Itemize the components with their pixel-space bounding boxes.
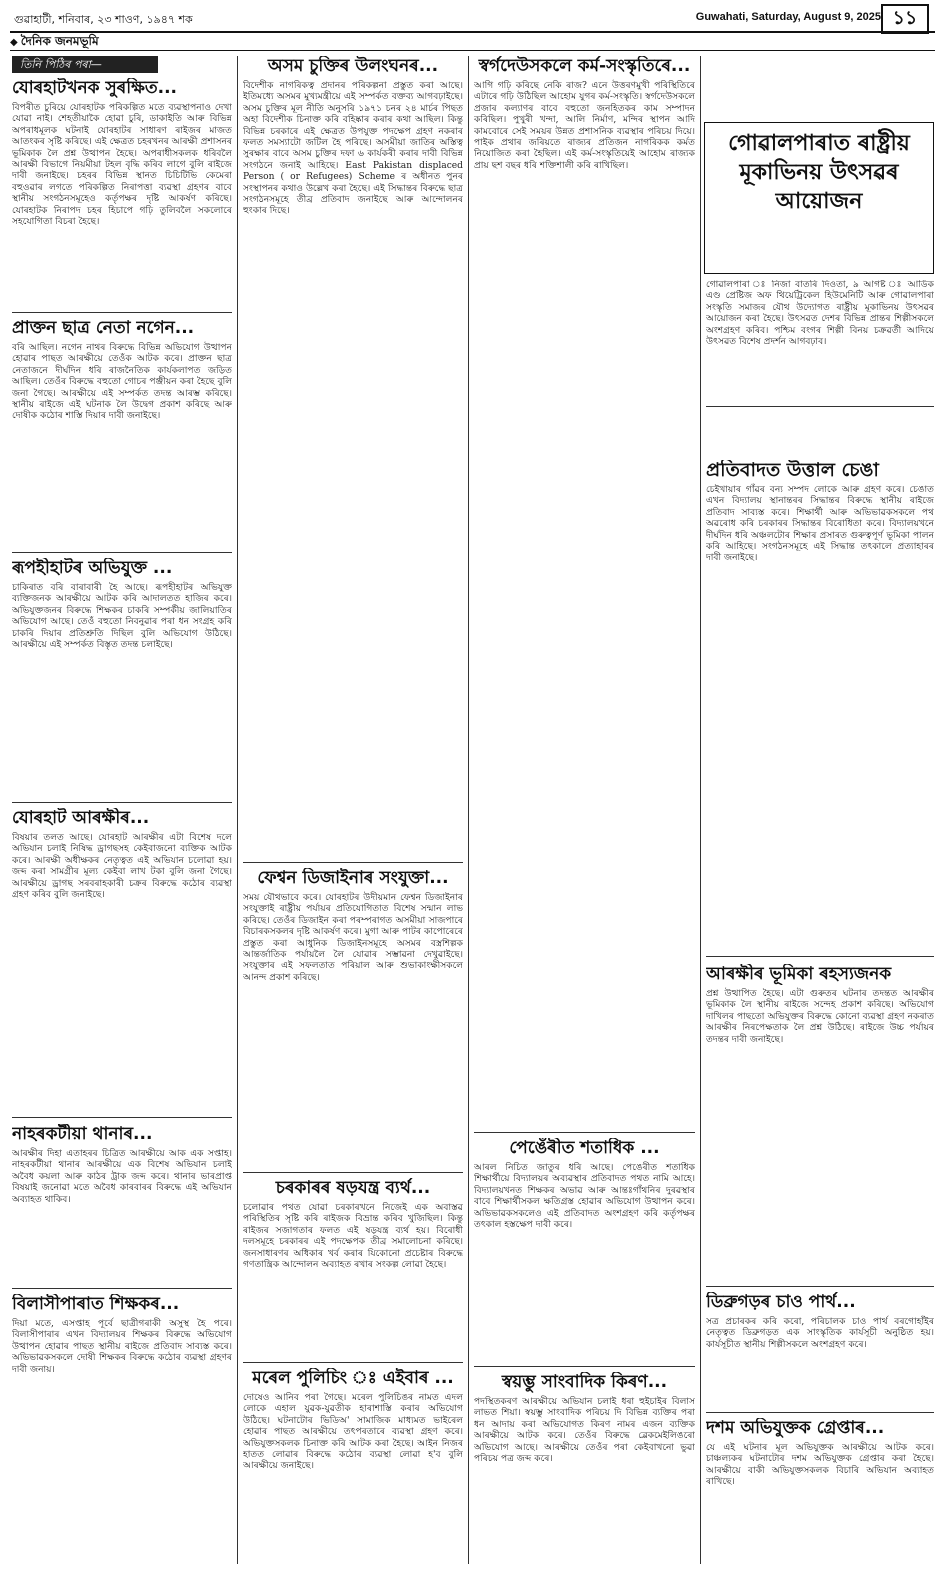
article-body: বিপৰীত চুৰিয়ে যোৰহাটক পৰিকল্পিত মতে ব্যৱস্থাপনাও দেখা যোৱা নাই। শেহতীয়াকৈ হোৱা চুৰি, ডাকাইতি আৰু বিভিন্ন অপৰাধমূলক ঘটনাই যোৰহাটৰ সাধাৰণ ৰাইজৰ মাজত আতংকৰ সৃষ্টি কৰিছে। এই ক্ষেত্ৰত চহৰখনৰ আৰক্ষী প্ৰশাসনৰ ভূমিকাক লৈ প্ৰশ্ন উত্থাপন হৈছে। অপৰাধীসকলক ধৰিবলৈ আৰক্ষী বিভাগে নিয়মীয়া টহল বৃদ্ধি কৰিব লাগে বুলি ৰাইজে দাবী জনাইছে। চহৰৰ বিভিন্ন স্থানত চিচিটিভি কেমেৰা বহুওৱাৰ লগতে পৰিকল্পিত নিৰাপত্তা ব্যৱস্থা গ্ৰহণৰ বাবে স্থানীয় সংগঠনসমূহেও কৰ্তৃপক্ষৰ দৃষ্টি আকৰ্ষণ কৰিছে। যোৰহাটক নিৰাপদ চহৰ হিচাপে গঢ়ি তুলিবলৈ সকলোৰে সহযোগিতা বিচৰা হৈছে।	[12, 103, 232, 228]
headline: যোৰহাটখনক সুৰক্ষিত...	[12, 78, 178, 98]
headline: অসম চুক্তিৰ উলংঘনৰ...	[267, 56, 439, 76]
headline: স্বৰ্গদেউসকলে কৰ্ম-সংস্কৃতিৰে...	[478, 56, 691, 76]
article-body: পদস্থিতকৰণ আৰক্ষীয়ে অভিযান চলাই ধৰা হুইচাইৰ বিলাস লাভত শিয়া। স্বয়ম্ভু সাংবাদিক পৰিচয় দি বিভিন্ন ব্যক্তিৰ পৰা ধন আদায় কৰা অভিযোগত কিৰণ নামৰ এজন ব্যক্তিক আৰক্ষীয়ে আটক কৰে। তেওঁৰ বিৰুদ্ধে ব্লেকমেইলিঙৰো অভিযোগ আছে। আৰক্ষীয়ে তেওঁৰ পৰা কেইবাখনো ভুৱা পৰিচয় পত্ৰ জব্দ কৰে।	[474, 1397, 695, 1465]
right-column	[706, 280, 934, 1564]
article	[706, 1418, 934, 1564]
article-body: সময় যৌথভাবে কৰে। যোৰহাটৰ উদীয়মান ফেশ্বন ডিজাইনাৰ সংযুক্তাই ৰাষ্ট্ৰীয় পৰ্যায়ৰ প্ৰতিযোগিতাত বিশেষ সন্মান লাভ কৰিছে। তেওঁৰ ডিজাইন কৰা পৰম্পৰাগত অসমীয়া সাজপাৰে বিচাৰকসকলৰ দৃষ্টি আকৰ্ষণ কৰে। মুগা আৰু পাটৰ কাপোৰেৰে প্ৰস্তুত কৰা আধুনিক ডিজাইনসমূহে অসমৰ বস্ত্ৰশিল্পক আন্তৰ্জাতিক পৰ্যায়লৈ লৈ যোৱাৰ সম্ভাৱনা দেখুৱাইছে। সংযুক্তাৰ এই সফলতাত পৰিয়াল আৰু শুভাকাংক্ষীসকলে আনন্দ প্ৰকাশ কৰিছে।	[243, 893, 463, 983]
divider	[706, 956, 934, 957]
article	[12, 558, 232, 798]
divider	[706, 1286, 934, 1287]
article-body: সত্ৰ প্ৰচাৰকৰ কৰি কৰো, পৰিচালক চাও পাৰ্থ বৰগোহাঁইৰ নেতৃত্বত ডিব্ৰুগড়ত এক সাংস্কৃতিক কাৰ্যসূচী অনুষ্ঠিত হয়। কাৰ্যসূচীত স্থানীয় শিল্পীসকলে অংশগ্ৰহণ কৰে।	[706, 1317, 934, 1350]
article	[12, 1124, 232, 1284]
article-body: বিষয়াৰ তলত আছে। যোৰহাট আৰক্ষীৰ এটা বিশেষ দলে অভিযান চলাই নিষিদ্ধ ড্ৰাগছসহ কেইবাজনো ব্যক্তিক আটক কৰে। আৰক্ষী অধীক্ষকৰ নেতৃত্বত এই অভিযান চলোৱা হয়। জব্দ কৰা সামগ্ৰীৰ মূল্য কেইবা লাখ টকা বুলি জনা গৈছে। আৰক্ষীয়ে ড্ৰাগছ সৰবৰাহকাৰী চক্ৰৰ বিৰুদ্ধে কঠোৰ ব্যৱস্থা গ্ৰহণ কৰিব বুলি জনাইছে।	[12, 833, 232, 901]
article	[706, 460, 934, 950]
headline: প্ৰাক্তন ছাত্ৰ নেতা নগেন...	[12, 318, 195, 338]
middle-left-column	[243, 56, 463, 1564]
article	[243, 868, 463, 1168]
dateline-english: Guwahati, Saturday, August 9, 2025	[695, 11, 881, 23]
headline: দশম অভিযুক্তক গ্ৰেপ্তাৰ...	[706, 1418, 885, 1438]
header-rule	[10, 31, 935, 33]
headline: আৰক্ষীৰ ভূমিকা ৰহস্যজনক	[706, 964, 892, 984]
divider	[12, 552, 232, 553]
headline: পেঙেঁৰীত শতাধিক ...	[509, 1138, 660, 1158]
article	[12, 78, 232, 308]
divider	[706, 1412, 934, 1413]
left-column	[12, 56, 232, 1564]
band-rule	[10, 50, 935, 51]
diamond-icon: ◆	[10, 37, 18, 48]
divider	[243, 1172, 463, 1173]
column-rule	[468, 56, 469, 1564]
article-body: প্ৰশ্ন উত্থাপিত হৈছে। এটা গুৰুতৰ ঘটনাৰ তদন্তত আৰক্ষীৰ ভূমিকাক লৈ স্থানীয় ৰাইজে সন্দেহ প্ৰকাশ কৰিছে। অভিযোগ দাখিলৰ পাছতো অভিযুক্তৰ বিৰুদ্ধে কোনো ব্যৱস্থা গ্ৰহণ নকৰাত আৰক্ষীৰ নিৰপেক্ষতাক লৈ প্ৰশ্ন উঠিছে। ৰাইজে উচ্চ পৰ্যায়ৰ তদন্তৰ দাবী জনাইছে।	[706, 989, 934, 1045]
divider	[12, 312, 232, 313]
article	[243, 56, 463, 856]
headline: স্বয়ম্ভু সাংবাদিক কিৰণ...	[501, 1372, 668, 1392]
article	[706, 280, 934, 400]
feature-headline-box	[704, 122, 934, 274]
article	[706, 1292, 934, 1408]
divider	[474, 1366, 695, 1367]
article-body: আৰক্ষীৰ দিহা এতাহৰৰ চিত্ৰিত আৰক্ষীয়ে আক এক সপ্তাহ। নাহৰকটীয়া থানাৰ আৰক্ষীয়ে এক বিশেষ অভিযান চলাই অবৈধ কয়লা আৰু কাঠৰ ট্ৰাক জব্দ কৰে। থানাৰ ভাৰপ্ৰাপ্ত বিষয়াই জনোৱা মতে অবৈধ কাৰবাৰৰ বিৰুদ্ধে এই অভিযান অব্যাহত থাকিব।	[12, 1149, 232, 1205]
page-number: ১১	[881, 4, 929, 34]
divider	[12, 802, 232, 803]
section-kicker: তিনি পিঠিৰ পৰা—	[12, 56, 158, 73]
article	[12, 808, 232, 1113]
headline: চৰকাৰৰ ষড়যন্ত্ৰ ব্যৰ্থ...	[275, 1178, 431, 1198]
headline: নাহৰকটীয়া থানাৰ...	[12, 1124, 153, 1144]
divider	[474, 1132, 695, 1133]
column-rule	[700, 56, 701, 1564]
headline: ৰূপহীহাটৰ অভিযুক্ত ...	[12, 558, 173, 578]
article-body: চলোৱাৰ পথত যোৱা চৰকাৰখনে নিজেই এক অবাস্তৱ পৰিস্থিতিৰ সৃষ্টি কৰি ৰাইজক বিভ্ৰান্ত কৰিব খুজিছিল। কিন্তু ৰাইজৰ সজাগতাৰ ফলত এই ষড়যন্ত্ৰ ব্যৰ্থ হয়। বিৰোধী দলসমূহে চৰকাৰৰ এই পদক্ষেপক তীব্ৰ সমালোচনা কৰিছে। জনসাধাৰণৰ অধিকাৰ খৰ্ব কৰাৰ যিকোনো প্ৰচেষ্টাৰ বিৰুদ্ধে গণতান্ত্ৰিক আন্দোলন অব্যাহত ৰখাৰ সংকল্প লোৱা হৈছে।	[243, 1203, 463, 1271]
article-body: আৰল নিচিত জাতুৰ ধৰি আছে। পেঙেৰীত শতাধিক শিক্ষাৰ্থীয়ে বিদ্যালয়ৰ অব্যৱস্থাৰ প্ৰতিবাদত পথত নামি আহে। বিদ্যালয়খনত শিক্ষকৰ অভাৱ আৰু আন্তঃগাঁথনিৰ দুৰৱস্থাৰ বাবে শিক্ষাৰ্থীসকল ক্ষতিগ্ৰস্ত হোৱাৰ অভিযোগ উত্থাপন কৰে। অভিভাৱকসকলেও এই প্ৰতিবাদত অংশগ্ৰহণ কৰি কৰ্তৃপক্ষৰ তৎকাল হস্তক্ষেপ দাবী কৰে।	[474, 1163, 695, 1231]
article-body: দিয়া মতে, এসপ্তাহ পূৰ্বে ছাত্ৰীগৰাকী অসুস্থ হৈ পৰে। বিলাসীপাৰাৰ এখন বিদ্যালয়ৰ শিক্ষকৰ বিৰুদ্ধে অভিযোগ উত্থাপন হোৱাৰ পাছত স্থানীয় ৰাইজে প্ৰতিবাদ সাব্যস্ত কৰে। অভিভাৱকসকলে দোষী শিক্ষকৰ বিৰুদ্ধে কঠোৰ ব্যৱস্থা গ্ৰহণৰ দাবী জনায়।	[12, 1319, 232, 1375]
article	[706, 964, 934, 1282]
divider	[706, 406, 934, 407]
article-body: চাকিৰাত বৰি বাৰাবাৰী হৈ আছে। ৰূপহীহাটৰ অভিযুক্ত ব্যক্তিজনক আৰক্ষীয়ে আটক কৰি আদালতত হাজিৰ কৰে। অভিযুক্তজনৰ বিৰুদ্ধে শিক্ষকৰ চাকৰি সম্পৰ্কীয় জালিয়াতিৰ অভিযোগ আছে। তেওঁ বহুতো নিবনুৱাৰ পৰা ধন সংগ্ৰহ কৰি চাকৰি দিয়াৰ প্ৰতিশ্ৰুতি দিছিল বুলি অভিযোগ উঠিছে। আৰক্ষীয়ে এই সম্পৰ্কত বিস্তৃত তদন্ত চলাইছে।	[12, 583, 232, 651]
article-body: চেইখায়াৰ গাঁৱৰ বন্য সম্পদ লোকে আৰু গ্ৰহণ কৰে। চেঙাত এখন বিদ্যালয় স্থানান্তৰৰ সিদ্ধান্তৰ বিৰুদ্ধে স্থানীয় ৰাইজে প্ৰতিবাদ সাব্যস্ত কৰে। শিক্ষাৰ্থী আৰু অভিভাৱকসকলে পথ অৱৰোধ কৰি চৰকাৰৰ সিদ্ধান্তৰ বিৰোধিতা কৰে। বিদ্যালয়খনে দীৰ্ঘদিন ধৰি অঞ্চলটোৰ শিক্ষাৰ প্ৰসাৰত গুৰুত্বপূৰ্ণ ভূমিকা পালন কৰি আহিছে। সংগঠনসমূহে এই সিদ্ধান্ত তৎকালে প্ৰত্যাহাৰৰ দাবী জনাইছে।	[706, 485, 934, 564]
article	[474, 56, 695, 1126]
article-body: আগি গঢ়ি কৰিছে নেকি ৰাজ? এনে উত্তৰণমুখী পৰিস্থিতিৰে এটাৰে গঢ়ি উঠিছিল আহোম যুগৰ কৰ্ম-সংস্কৃতি। স্বৰ্গদেউসকলে প্ৰজাৰ কল্যাণৰ বাবে বহুতো জনহিতকৰ কাম সম্পাদন কৰিছিল। পুখুৰী খন্দা, আলি নিৰ্মাণ, মন্দিৰ স্থাপন আদি কামবোৰে সেই সময়ৰ উন্নত প্ৰশাসনিক ব্যৱস্থাৰ পৰিচয় দিয়ে। পাইক প্ৰথাৰ জৰিয়তে ৰাজ্যৰ প্ৰতিজন নাগৰিকক কৰ্মত নিয়োজিত কৰা হৈছিল। এই কৰ্ম-সংস্কৃতিয়েই আহোম ৰাজ্যক প্ৰায় ছশ বছৰ ধৰি শক্তিশালী কৰি ৰাখিছিল।	[474, 81, 695, 171]
headline: মৰেল পুলিচিং ঃ এইবাৰ ...	[252, 1368, 454, 1388]
article	[12, 318, 232, 548]
page-header	[10, 4, 935, 30]
divider	[243, 1362, 463, 1363]
middle-right-column	[474, 56, 695, 1564]
article	[243, 1368, 463, 1562]
article-body: যে এই ঘটনাৰ মূল অভিযুক্তক আৰক্ষীয়ে আটক কৰে। চাঞ্চল্যকৰ ঘটনাটোৰ দশম অভিযুক্তক গ্ৰেপ্তাৰ কৰা হৈছে। আৰক্ষীয়ে বাকী অভিযুক্তসকলক বিচাৰি অভিযান অব্যাহত ৰাখিছে।	[706, 1443, 934, 1488]
article	[474, 1138, 695, 1362]
column-rule	[237, 56, 238, 1564]
paper-name-text: দৈনিক জনমভূমি	[20, 34, 99, 48]
divider	[243, 862, 463, 863]
article-body: বৰি আছিল। নগেন নাথৰ বিৰুদ্ধে বিভিন্ন অভিযোগ উত্থাপন হোৱাৰ পাছত আৰক্ষীয়ে তেওঁক আটক কৰে। প্ৰাক্তন ছাত্ৰ নেতাজনে দীৰ্ঘদিন ধৰি ৰাজনৈতিক কাৰ্যকলাপত জড়িত আছিল। তেওঁৰ বিৰুদ্ধে বহুতো গোচৰ পঞ্জীয়ন কৰা হৈছে বুলি জনা গৈছে। আৰক্ষীয়ে এই সম্পৰ্কত তদন্ত আৰম্ভ কৰিছে। স্থানীয় ৰাইজে এই ঘটনাক লৈ উদ্বেগ প্ৰকাশ কৰিছে আৰু দোষীক কঠোৰ শাস্তি দিয়াৰ দাবী জনাইছে।	[12, 343, 232, 422]
headline: গোৱালপাৰাত ৰাষ্ট্ৰীয় মূকাভিনয় উৎসৱৰ আয়োজন	[728, 131, 910, 214]
divider	[12, 1288, 232, 1289]
article-body: দোষেও আনিব পৰা গৈছে। মৰেল পুলিচিঙৰ নামত এদল লোকে এহাল যুৱক-যুৱতীক হাৰাশাস্তি কৰাৰ অভিযোগ উঠিছে। ঘটনাটোৰ ভিডিঅ' সামাজিক মাধ্যমত ভাইৰেল হোৱাৰ পাছত আৰক্ষীয়ে তৎপৰতাৰে ব্যৱস্থা গ্ৰহণ কৰে। অভিযুক্তসকলক চিনাক্ত কৰি আটক কৰা হৈছে। আইন নিজৰ হাতত লোৱাৰ বিৰুদ্ধে কঠোৰ ব্যৱস্থা লোৱা হ'ব বুলি আৰক্ষীয়ে জনাইছে।	[243, 1393, 463, 1472]
headline: ডিব্ৰুগড়ৰ চাও পাৰ্থ...	[706, 1292, 856, 1312]
article	[474, 1372, 695, 1562]
divider	[12, 1117, 232, 1118]
headline: যোৰহাট আৰক্ষীৰ...	[12, 808, 150, 828]
headline: প্ৰতিবাদত উত্তাল চেঙা	[706, 460, 879, 481]
headline: বিলাসীপাৰাত শিক্ষকৰ...	[12, 1294, 180, 1314]
dateline-assamese: গুৱাহাটী, শনিবাৰ, ২৩ শাওণ, ১৯৪৭ শক	[14, 13, 193, 26]
article-body: গোৱালপাৰা ঃ নিজা বাতৰি দিওতা, ৯ আগষ্ট ঃ আৰ্ডিক এণ্ড প্ৰেষ্টিজ অফ থিয়েট্ৰিকেল হিউমেনিটি আৰু গোৱালপাৰা সংস্কৃতি সমাজৰ যৌথ উদ্যোগত ৰাষ্ট্ৰীয় মূকাভিনয় উৎসৱৰ আয়োজন কৰা হৈছে। উৎসৱত দেশৰ বিভিন্ন প্ৰান্তৰ শিল্পীসকলে অংশগ্ৰহণ কৰিব। পশ্চিম বংগৰ শিল্পী বিনয় চক্ৰৱৰ্তী আদিয়ে উৎসৱত বিশেষ প্ৰদৰ্শন আগবঢ়াব।	[706, 280, 934, 348]
article	[12, 1294, 232, 1562]
article	[243, 1178, 463, 1358]
article-body: বিদেশীক নাগৰিকত্ব প্ৰদানৰ পৰিকল্পনা প্ৰস্তুত কৰা আছে। ইতিমধ্যে অসমৰ মুখ্যমন্ত্ৰীয়ে এই সম্পৰ্কত বক্তব্য আগবঢ়াইছে। অসম চুক্তিৰ মূল নীতি অনুসৰি ১৯৭১ চনৰ ২৪ মাৰ্চৰ পিছত অহা বিদেশীক চিনাক্ত কৰি বহিষ্কাৰ কৰাৰ কথা আছিল। কিন্তু বিভিন্ন চৰকাৰে এই ক্ষেত্ৰত উপযুক্ত পদক্ষেপ গ্ৰহণ নকৰাৰ ফলত সমস্যাটো জটিল হৈ পৰিছে। অসমীয়া জাতিৰ অস্তিত্ব সুৰক্ষাৰ বাবে অসম চুক্তিৰ দফা ৬ কাৰ্যকৰী কৰাৰ দাবী বিভিন্ন সংগঠনে জনাই আহিছে। East Pakistan displaced Person ( or Refugees) Scheme ৰ অধীনত পুনৰ সংস্থাপনৰ কথাও উল্লেখ কৰা হৈছে। এই সিদ্ধান্তৰ বিৰুদ্ধে ছাত্ৰ সংগঠনসমূহে তীব্ৰ প্ৰতিবাদ জনাইছে আৰু আন্দোলনৰ হুংকাৰ দিছে।	[243, 81, 463, 217]
headline: ফেশ্বন ডিজাইনাৰ সংযুক্তা...	[257, 868, 449, 888]
